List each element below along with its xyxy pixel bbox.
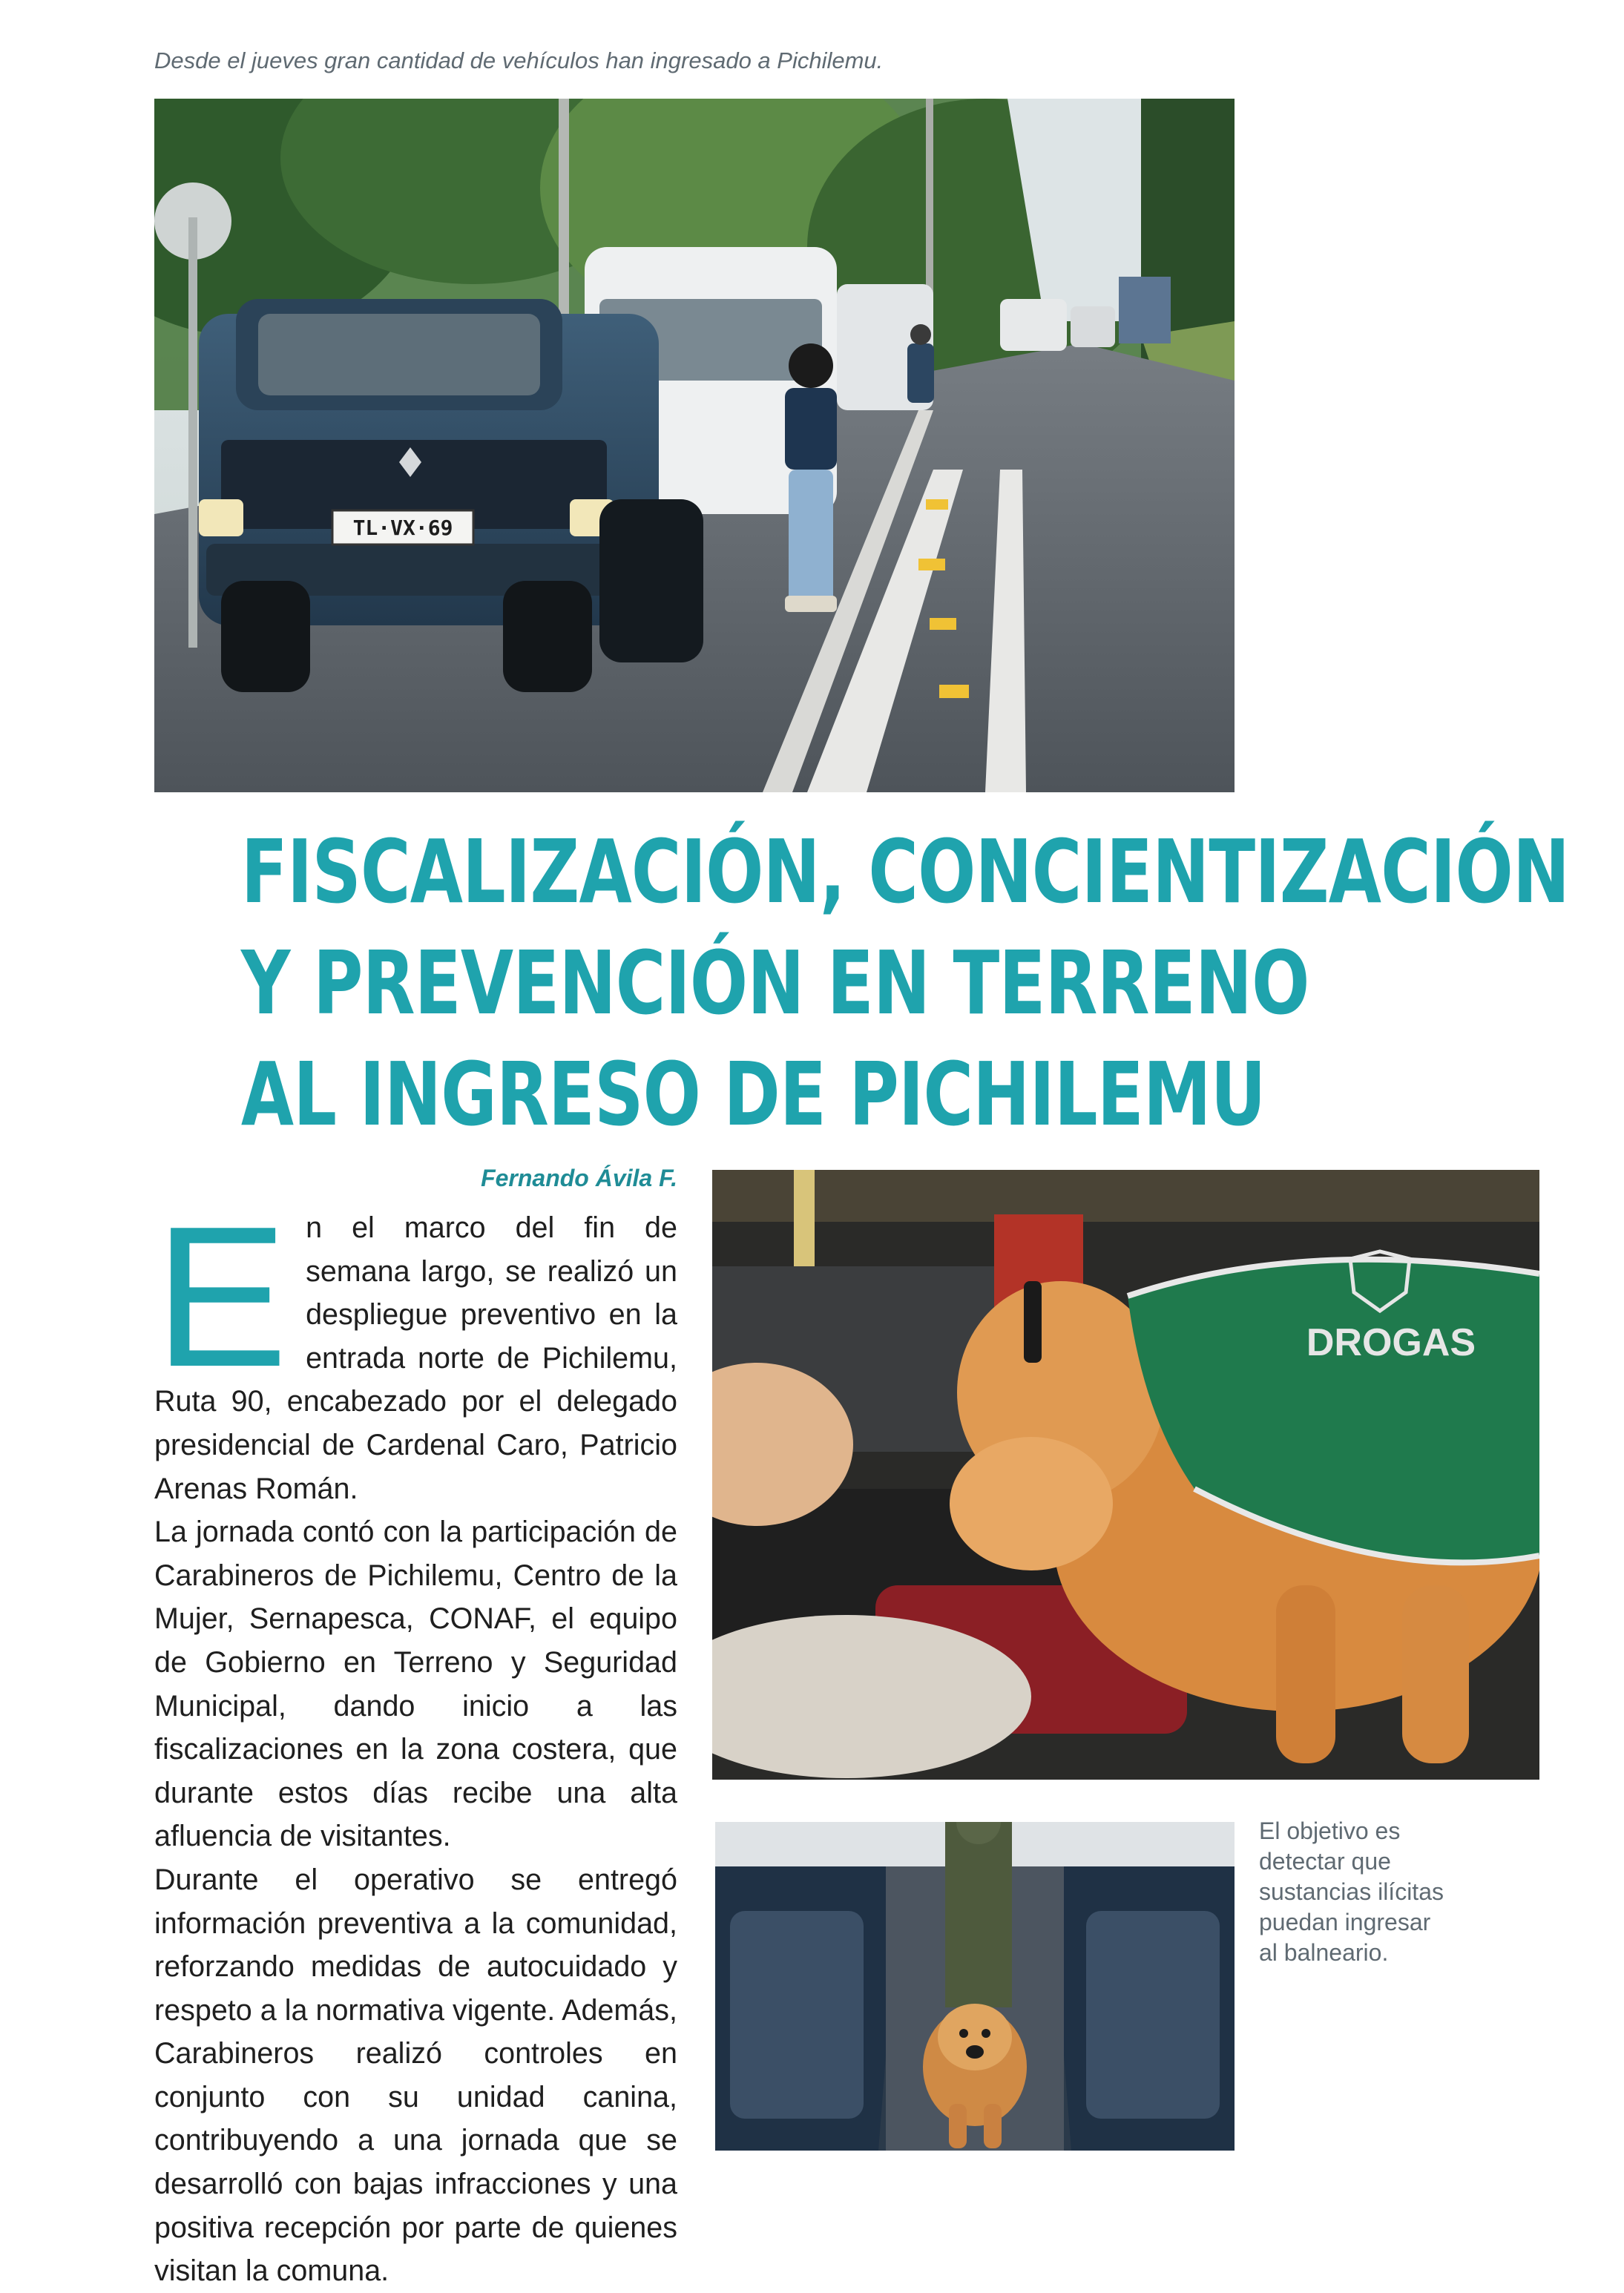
author-byline: Fernando Ávila F. bbox=[481, 1165, 677, 1191]
drop-cap: E bbox=[154, 1185, 289, 1409]
bus-inspection-photo bbox=[715, 1822, 1235, 2151]
headline-line-3: AL INGRESO DE PICHILEMU bbox=[240, 1043, 1266, 1145]
road-traffic-illustration bbox=[154, 99, 1235, 792]
bus-photo-caption: El objetivo es detectar que sustancias ilícitas puedan ingresar al balneario. bbox=[1259, 1817, 1444, 1966]
article-headline bbox=[240, 816, 1570, 1150]
top-photo-caption: Desde el jueves gran cantidad de vehículos han ingresado a Pichilemu. bbox=[154, 47, 884, 73]
bus-inspection-illustration bbox=[715, 1822, 1235, 2151]
headline-line-1: FISCALIZACIÓN, CONCIENTIZACIÓN bbox=[240, 820, 1570, 923]
drug-dog-photo bbox=[712, 1170, 1539, 1780]
road-traffic-photo bbox=[154, 99, 1235, 792]
drug-dog-illustration bbox=[712, 1170, 1539, 1780]
vest-label: DROGAS bbox=[1306, 1321, 1476, 1364]
article-paragraph-3: Durante el operativo se entregó información preventiva a la comunidad, reforzando medidas de autocuidado y respeto a la normativa vigente. Además, Carabineros realizó controles en conjunto con su unidad canina, contribuyendo a una jornada que se desarrolló con bajas infracciones y una positiva recepción por parte de quienes visitan la comuna. bbox=[154, 1863, 677, 2288]
license-plate-text: TL·VX·69 bbox=[352, 516, 453, 540]
headline-line-2: Y PREVENCIÓN EN TERRENO bbox=[240, 932, 1309, 1034]
article-paragraph-1: n el marco del fin de semana largo, se realizó un despliegue preventivo en la entrada norte de Pichilemu, Ruta 90, encabezado por el delegado presidencial de Cardenal Caro, Patricio Arenas Román. bbox=[154, 1211, 677, 1505]
article-paragraph-2: La jornada contó con la participación de Carabineros de Pichilemu, Centro de la Mujer, Sernapesca, CONAF, el equipo de Gobierno en Terreno y Seguridad Municipal, dando inicio a las fiscalizaciones en la zona costera, que durante estos días recibe una alta afluencia de visitantes. bbox=[154, 1516, 677, 1853]
article-body bbox=[154, 1185, 677, 2293]
